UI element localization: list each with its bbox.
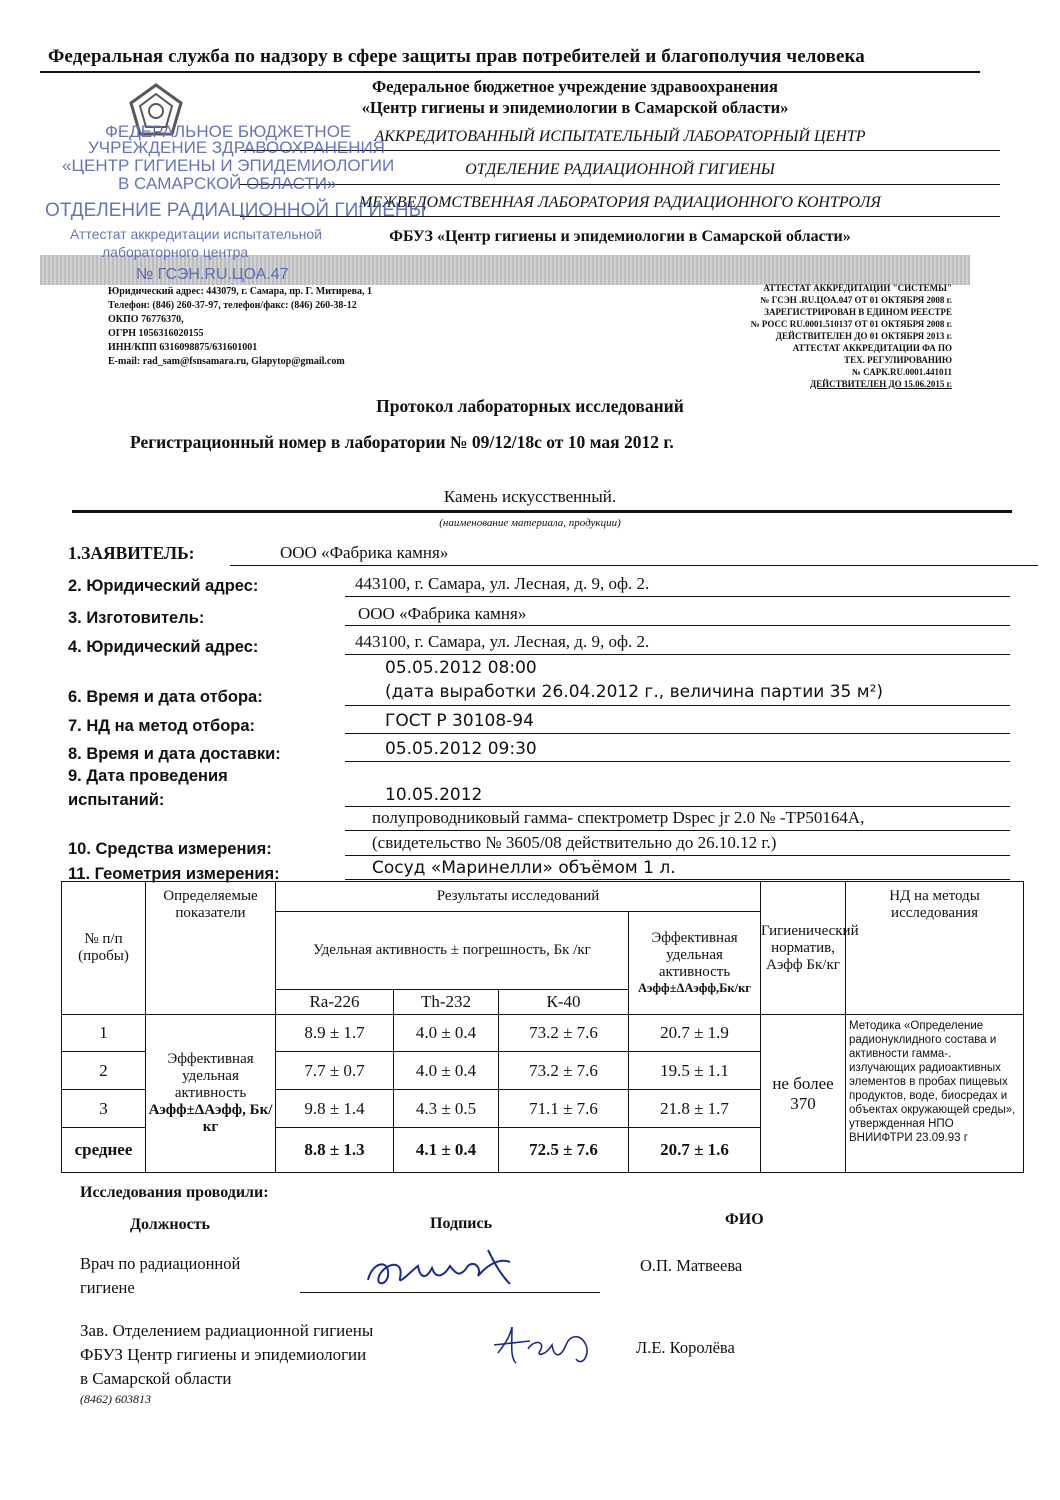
stamp-line-3: «ЦЕНТР ГИГИЕНЫ И ЭПИДЕМИОЛОГИИ bbox=[62, 156, 395, 175]
cell-k-40: 72.5 ± 7.6 bbox=[499, 1128, 629, 1173]
header-effective-line-2: Аэфф±ΔАэфф,Бк/кг bbox=[638, 981, 751, 995]
stamp-line-4: В САМАРСКОЙ ОБЛАСТИ» bbox=[118, 174, 337, 193]
sampling-method-underline bbox=[345, 733, 1010, 734]
cell-th-232: 4.1 ± 0.4 bbox=[394, 1128, 499, 1173]
delivery-label: 8. Время и дата доставки: bbox=[68, 745, 281, 763]
cell-effective: 21.8 ± 1.7 bbox=[629, 1090, 761, 1128]
position-2-line-2: ФБУЗ Центр гигиены и эпидемиологии bbox=[80, 1345, 367, 1364]
contact-address: Юридический адрес: 443079, г. Самара, пр. Г. Митирева, 1 bbox=[108, 286, 373, 297]
contact-ogrn: ОГРН 1056316020155 bbox=[108, 328, 204, 339]
cell-effective: 20.7 ± 1.9 bbox=[629, 1015, 761, 1052]
test-date-label-1: 9. Дата проведения bbox=[68, 767, 228, 785]
geometry-value: Сосуд «Маринелли» объёмом 1 л. bbox=[372, 858, 676, 878]
institution-line-1: Федеральное бюджетное учреждение здравоохранения bbox=[372, 77, 778, 96]
test-date-value: 10.05.2012 bbox=[385, 785, 483, 805]
indicator-line-1: Эффективная удельная активность bbox=[167, 1051, 254, 1101]
signature-1-line bbox=[300, 1292, 600, 1293]
cell-k-40: 73.2 ± 7.6 bbox=[499, 1015, 629, 1052]
cell-th-232: 4.0 ± 0.4 bbox=[394, 1015, 499, 1052]
indicator-line-2: Аэфф±ΔАэфф, Бк/кг bbox=[148, 1102, 273, 1135]
contact-phone: Телефон: (846) 260-37-97, телефон/факс: (846) 260-38-12 bbox=[108, 300, 357, 311]
legal-address-value: 443100, г. Самара, ул. Лесная, д. 9, оф. 2. bbox=[355, 574, 650, 593]
header-specific-activity: Удельная активность ± погрешность, Бк /кг bbox=[276, 912, 629, 990]
lab-line-4: ФБУЗ «Центр гигиены и эпидемиологии в Самарской области» bbox=[389, 228, 851, 245]
manufacturer-value: ООО «Фабрика камня» bbox=[358, 604, 527, 623]
header-divider bbox=[40, 71, 980, 73]
instruments-label: 10. Средства измерения: bbox=[68, 840, 272, 858]
position-2 bbox=[80, 1319, 373, 1391]
geometry-underline bbox=[345, 879, 1010, 880]
conducted-by-heading: Исследования проводили: bbox=[80, 1184, 269, 1201]
header-norm-line-1: Гигиенический норматив, bbox=[761, 922, 859, 956]
header-indicators: Определяемые показатели bbox=[146, 882, 276, 1015]
contact-email: E-mail: rad_sam@fsnsamara.ru, Glapytop@gmail.com bbox=[108, 356, 345, 367]
header-th-232: Th-232 bbox=[394, 990, 499, 1015]
header-norm-line-2: Аэфф Бк/кг bbox=[766, 956, 840, 973]
position-2-line-3: в Самарской области bbox=[80, 1369, 232, 1388]
signature-header: Подпись bbox=[430, 1215, 493, 1232]
stamp-line-1: ФЕДЕРАЛЬНОЕ БЮДЖЕТНОЕ bbox=[105, 122, 352, 141]
material-name: Камень искусственный. bbox=[443, 487, 617, 506]
cell-th-232: 4.0 ± 0.4 bbox=[394, 1052, 499, 1090]
results-table bbox=[61, 881, 1024, 1173]
table-row bbox=[62, 1015, 1024, 1052]
signature-2-image bbox=[490, 1315, 610, 1375]
test-date-label-2: испытаний: bbox=[68, 791, 165, 809]
accreditation-line: АТТЕСТАТ АККРЕДИТАЦИИ ФА ПО bbox=[792, 343, 952, 353]
sampling-method-label: 7. НД на метод отбора: bbox=[68, 717, 256, 735]
header-norm bbox=[761, 882, 859, 1015]
instruments-underline-2 bbox=[345, 855, 1010, 856]
accreditation-line: ТЕХ. РЕГУЛИРОВАНИЮ bbox=[844, 355, 952, 365]
phone-number: (8462) 603813 bbox=[80, 1392, 151, 1406]
cell-ra-226: 8.9 ± 1.7 bbox=[276, 1015, 394, 1052]
accreditation-line: ДЕЙСТВИТЕЛЕН ДО 15.06.2015 г. bbox=[809, 379, 952, 389]
name-1: О.П. Матвеева bbox=[640, 1256, 743, 1275]
lab-line-2: ОТДЕЛЕНИЕ РАДИАЦИОННОЙ ГИГИЕНЫ bbox=[465, 161, 775, 178]
manufacturer-label: 3. Изготовитель: bbox=[68, 609, 205, 627]
stamp-line-2: УЧРЕЖДЕНИЕ ЗДРАВООХРАНЕНИЯ bbox=[88, 138, 385, 157]
instruments-underline-1 bbox=[345, 830, 1010, 831]
accreditation-line: № ГСЭН .RU.ЦОА.047 ОТ 01 ОКТЯБРЯ 2008 г. bbox=[760, 295, 952, 305]
stamp-line-8: № ГСЭН.RU.ЦОА.47 bbox=[136, 266, 289, 283]
contact-inn: ИНН/КПП 6316098875/631601001 bbox=[108, 342, 258, 353]
legal-address-underline bbox=[345, 596, 1010, 597]
legal-address-label: 2. Юридический адрес: bbox=[68, 577, 259, 595]
legal-address2-underline bbox=[345, 654, 1010, 655]
delivery-value: 05.05.2012 09:30 bbox=[385, 739, 537, 759]
cell-k-40: 71.1 ± 7.6 bbox=[499, 1090, 629, 1128]
row-number: среднее bbox=[62, 1128, 146, 1173]
accreditation-line: АТТЕСТАТ АККРЕДИТАЦИИ "СИСТЕМЫ" bbox=[763, 283, 952, 293]
applicant-value: ООО «Фабрика камня» bbox=[280, 543, 449, 562]
contact-okpo: ОКПО 76776370, bbox=[108, 314, 184, 325]
header-methods: НД на методы исследования bbox=[846, 882, 1024, 1015]
position-1: Врач по радиационной гигиене bbox=[80, 1254, 241, 1297]
contacts-block bbox=[108, 285, 372, 369]
accreditation-block bbox=[652, 282, 952, 390]
cell-effective: 19.5 ± 1.1 bbox=[629, 1052, 761, 1090]
sampling-time-value-2: (дата выработки 26.04.2012 г., величина партии 35 м²) bbox=[385, 682, 884, 702]
agency-title: Федеральная служба по надзору в сфере защиты прав потребителей и благополучия человека bbox=[48, 46, 865, 67]
header-number: № п/п (пробы) bbox=[62, 882, 146, 1015]
applicant-label: 1.ЗАЯВИТЕЛЬ: bbox=[68, 543, 195, 563]
header-results: Результаты исследований bbox=[276, 882, 761, 912]
row-number: 1 bbox=[62, 1015, 146, 1052]
header-k-40: К-40 bbox=[499, 990, 629, 1015]
cell-effective: 20.7 ± 1.6 bbox=[629, 1128, 761, 1173]
geometry-label: 11. Геометрия измерения: bbox=[68, 865, 280, 883]
accreditation-line: № РОСС RU.0001.510137 ОТ 01 ОКТЯБРЯ 2008 г. bbox=[750, 319, 952, 329]
position-2-line-1: Зав. Отделением радиационной гигиены bbox=[80, 1321, 374, 1340]
accreditation-line: № САРК.RU.0001.441011 bbox=[851, 367, 952, 377]
sampling-time-label: 6. Время и дата отбора: bbox=[68, 688, 263, 706]
stamp-line-5: ОТДЕЛЕНИЕ РАДИАЦИОННОЙ ГИГИЕНЫ bbox=[45, 200, 426, 221]
registration-number: Регистрационный номер в лаборатории № 09/12/18с от 10 мая 2012 г. bbox=[130, 432, 674, 452]
name-2: Л.Е. Королёва bbox=[636, 1338, 735, 1357]
instruments-value-1: полупроводниковый гамма- спектрометр Dspec jr 2.0 № -ТР50164А, bbox=[372, 808, 865, 827]
indicator-cell bbox=[146, 1015, 276, 1173]
manufacturer-underline bbox=[345, 625, 1010, 626]
material-underline bbox=[72, 510, 1012, 513]
department-stamp bbox=[40, 80, 426, 295]
cell-ra-226: 8.8 ± 1.3 bbox=[276, 1128, 394, 1173]
position-header: Должность bbox=[130, 1216, 211, 1233]
instruments-value-2: (свидетельство № 3605/08 действительно до 26.10.12 г.) bbox=[372, 833, 777, 852]
header-effective-line-1: Эффективная удельная активность bbox=[651, 930, 738, 980]
cell-ra-226: 9.8 ± 1.4 bbox=[276, 1090, 394, 1128]
signature-1-image bbox=[360, 1240, 540, 1300]
lab-line-1: АККРЕДИТОВАННЫЙ ИСПЫТАТЕЛЬНЫЙ ЛАБОРАТОРНЫЙ ЦЕНТР bbox=[374, 128, 866, 145]
norm-value: не более 370 bbox=[761, 1015, 846, 1173]
applicant-underline bbox=[230, 565, 1038, 566]
sampling-time-value-1: 05.05.2012 08:00 bbox=[385, 658, 537, 678]
sampling-time-underline bbox=[345, 705, 1010, 706]
test-date-underline bbox=[345, 806, 1010, 807]
institution-line-2: «Центр гигиены и эпидемиологии в Самарской области» bbox=[361, 98, 789, 117]
header-ra-226: Ra-226 bbox=[276, 990, 394, 1015]
methods-text: Методика «Определение радионуклидного состава и активности гамма-. излучающих радиоактивных элементов в пробах пищевых продуктов, воде, биосредах и объектах окружающей среды», утвержденная НПО ВНИИФТРИ 23.09.93 г bbox=[846, 1015, 1024, 1173]
accreditation-line: ДЕЙСТВИТЕЛЕН ДО 01 ОКТЯБРЯ 2013 г. bbox=[775, 331, 952, 341]
lab-line-3: МЕЖВЕДОМСТВЕННАЯ ЛАБОРАТОРИЯ РАДИАЦИОННОГО КОНТРОЛЯ bbox=[359, 194, 881, 211]
table-header-row bbox=[62, 882, 1024, 912]
stamp-line-7: лабораторного центра bbox=[102, 244, 249, 260]
stamp-line-6: Аттестат аккредитации испытательной bbox=[70, 226, 322, 242]
fio-header: ФИО bbox=[725, 1211, 764, 1228]
accreditation-line: ЗАРЕГИСТРИРОВАН В ЕДИНОМ РЕЕСТРЕ bbox=[764, 307, 952, 317]
cell-th-232: 4.3 ± 0.5 bbox=[394, 1090, 499, 1128]
protocol-title: Протокол лабораторных исследований bbox=[376, 396, 684, 416]
sampling-method-value: ГОСТ Р 30108-94 bbox=[385, 711, 534, 731]
header-effective bbox=[629, 912, 761, 1015]
cell-ra-226: 7.7 ± 0.7 bbox=[276, 1052, 394, 1090]
cell-k-40: 73.2 ± 7.6 bbox=[499, 1052, 629, 1090]
row-number: 3 bbox=[62, 1090, 146, 1128]
legal-address2-value: 443100, г. Самара, ул. Лесная, д. 9, оф. 2. bbox=[355, 632, 650, 651]
material-hint: (наименование материала, продукции) bbox=[439, 517, 621, 529]
delivery-underline bbox=[345, 761, 1010, 762]
legal-address2-label: 4. Юридический адрес: bbox=[68, 638, 259, 656]
row-number: 2 bbox=[62, 1052, 146, 1090]
